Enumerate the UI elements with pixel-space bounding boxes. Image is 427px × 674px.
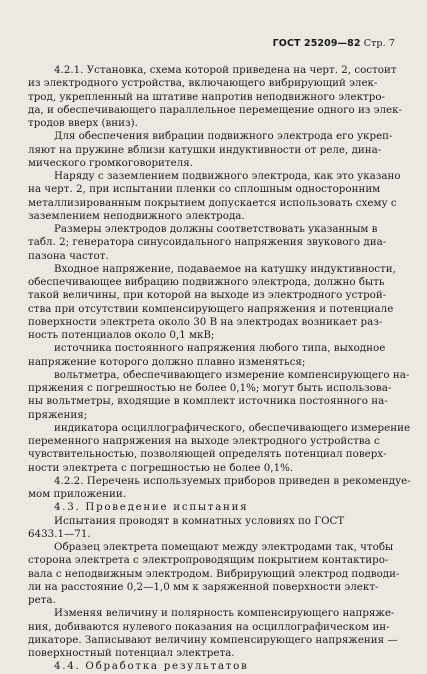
text-line: ны вольтметры, входящие в комплект источника постоянного на- (28, 395, 388, 408)
text-line: пряжения; (28, 408, 88, 421)
page-number: Стр. 7 (363, 38, 395, 49)
text-line: металлизированным покрытием допускается использовать схему с (28, 196, 397, 209)
section-heading: 4.3. Проведение испытания (54, 501, 249, 514)
standard-number: ГОСТ 25209—82 (272, 38, 361, 49)
text-line: ность потенциалов около 0,1 мкВ; (28, 329, 215, 341)
text-line: вольтметра, обеспечивающего измерение компенсирующего на- (54, 368, 410, 381)
text-line: ляют на пружине вблизи катушки индуктивности от реле, дина- (28, 143, 382, 156)
text-line: 4.2.2. Перечень используемых приборов приведен в рекомендуе- (54, 474, 411, 487)
text-line: мического громкоговорителя. (28, 156, 194, 169)
text-line: заземлением неподвижного электрода. (28, 209, 245, 222)
text-line: ния, добиваются нулевого показания на осциллографическом ин- (28, 620, 390, 633)
text-line: переменного напряжения на выходе электродного устройства с (28, 435, 380, 447)
text-line: чувствительностью, позволяющей определять потенциал поверх- (28, 448, 387, 461)
text-line: источника постоянного напряжения любого типа, выходное (54, 342, 386, 355)
text-line: табл. 2; генератора синусоидального напряжения звукового диа- (28, 236, 387, 249)
text-line: ности электрета с погрешностью не более 0,1%. (28, 461, 294, 474)
text-line: Размеры электродов должны соответствовать указанным в (54, 223, 378, 235)
text-line: тродов вверх (вниз). (28, 117, 138, 129)
text-line: пряжения с погрешностью не более 0,1%; могут быть использова- (28, 382, 392, 394)
body-text (28, 64, 411, 674)
text-line: такой величины, при которой на выходе из электродного устрой- (28, 289, 387, 302)
text-line: 4.2.1. Установка, схема которой приведена на черт. 2, состоит (54, 64, 397, 76)
text-line: Наряду с заземлением подвижного электрода, как это указано (54, 170, 401, 182)
page-header (273, 38, 395, 49)
text-line: дикаторе. Записывают величину компенсирующего напряжения — (28, 633, 398, 646)
text-line: вала с неподвижным электродом. Вибрирующий электрод подводи- (28, 567, 400, 580)
text-line: Входное напряжение, подаваемое на катушку индуктивности, (54, 262, 396, 275)
text-line: ли на расстояние 0,2—1,0 мм к заряженной поверхности элект- (28, 580, 379, 593)
text-line: поверхности электрета около 30 В на электродах возникает раз- (28, 315, 383, 328)
text-line: сторона электрета с электропроводящим покрытием контактиро- (28, 554, 389, 567)
text-line: Изменяя величину и полярность компенсирующего напряже- (54, 607, 395, 620)
text-line: мом приложении. (28, 488, 126, 500)
text-line: рета. (28, 594, 56, 606)
text-line: 6433.1—71. (28, 527, 91, 540)
text-line: из электродного устройства, включающего вибрирующий элек- (28, 77, 378, 90)
text-line: индикатора осциллографического, обеспечивающего измерение (54, 421, 411, 434)
text-line: трод, укрепленный на штативе напротив неподвижного электро- (28, 90, 386, 103)
text-line: да, и обеспечивающего параллельное перемещение одного из элек- (28, 103, 403, 116)
text-line: ства при отсутствии компенсирующего напряжения и потенциале (28, 302, 394, 315)
text-line: Испытания проводят в комнатных условиях по ГОСТ (54, 514, 345, 527)
text-line: Для обеспечения вибрации подвижного электрода его укреп- (54, 130, 393, 143)
text-line: напряжение которого должно плавно изменяться; (28, 355, 306, 368)
text-line: Образец электрета помещают между электродами так, чтобы (54, 541, 394, 553)
text-line: обеспечивающее вибрацию подвижного электрода, должно быть (28, 276, 385, 288)
text-line: пазона частот. (28, 249, 109, 262)
text-line: на черт. 2, при испытании пленки со сплошным односторонним (28, 183, 381, 196)
section-heading: 4.4. Обработка результатов (54, 660, 249, 673)
text-line: поверхностный потенциал электрета. (28, 647, 235, 659)
